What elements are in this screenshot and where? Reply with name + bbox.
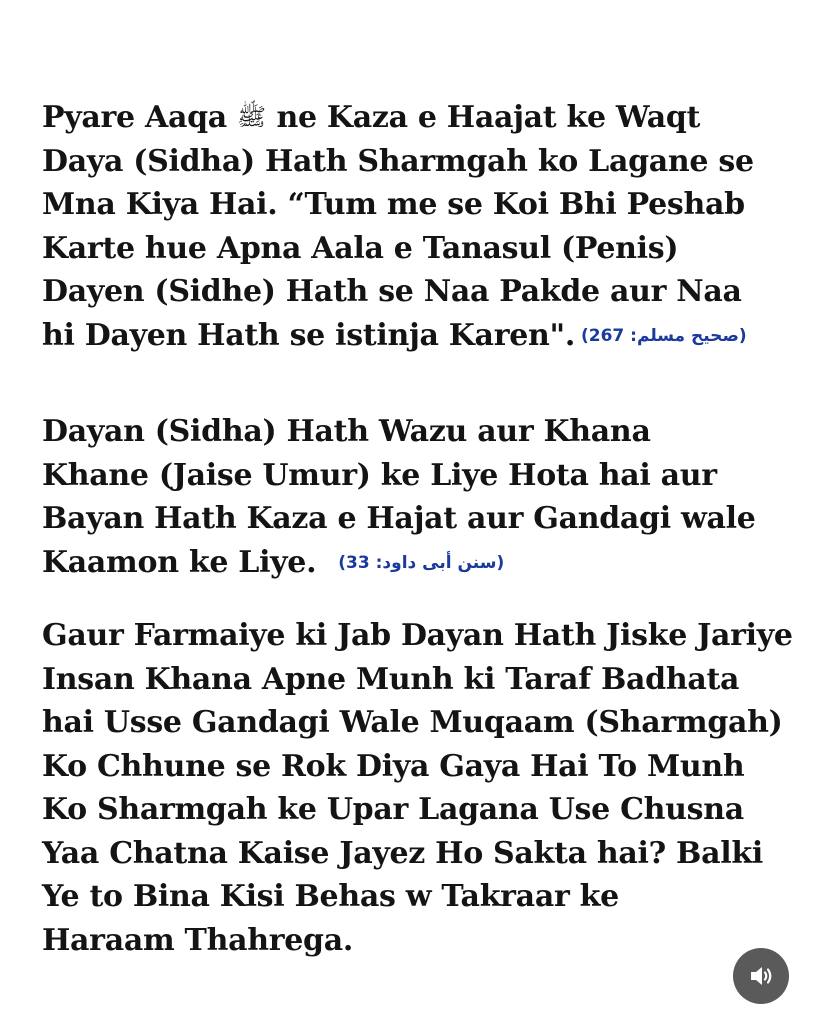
- honorific-symbol: ﷺ: [237, 103, 267, 131]
- text-line: Mna Kiya Hai. “Tum me se Koi Bhi Peshab: [42, 187, 745, 222]
- text-segment: Kaamon ke Liye.: [42, 544, 317, 580]
- text-line: Gaur Farmaiye ki Jab Dayan Hath Jiske Jariye: [42, 618, 793, 653]
- text-line: [42, 96, 754, 140]
- text-line: hai Usse Gandagi Wale Muqaam (Sharmgah): [42, 705, 783, 740]
- text-line: Dayen (Sidhe) Hath se Naa Pakde aur Naa: [42, 274, 742, 309]
- paragraph-1: [42, 96, 754, 358]
- text-line: Insan Khana Apne Munh ki Taraf Badhata: [42, 661, 740, 697]
- text-line: Khane (Jaise Umur) ke Liye Hota hai aur: [42, 457, 717, 493]
- text-line: Ko Chhune se Rok Diya Gaya Hai To Munh: [42, 748, 745, 784]
- text-line: Bayan Hath Kaza e Hajat aur Gandagi wale: [42, 501, 756, 536]
- paragraph-2: [42, 410, 756, 585]
- text-line: [42, 541, 756, 586]
- paragraph-3: [42, 614, 793, 962]
- text-line: Ye to Bina Kisi Behas w Takraar ke: [42, 879, 619, 914]
- text-line: Dayan (Sidha) Hath Wazu aur Khana: [42, 414, 651, 449]
- text-line: Daya (Sidha) Hath Sharmgah ko Lagane se: [42, 143, 754, 179]
- text-line: Ko Sharmgah ke Upar Lagana Use Chusna: [42, 792, 744, 827]
- audio-toggle-button[interactable]: [733, 948, 789, 1004]
- citation-sahih-muslim: (صحيح مسلم: 267): [580, 325, 747, 346]
- speaker-icon: [748, 964, 774, 988]
- text-segment: hi Dayen Hath se istinja Karen".: [42, 317, 575, 353]
- text-line: Yaa Chatna Kaise Jayez Ho Sakta hai? Balki: [42, 835, 763, 871]
- text-segment: ne Kaza e Haajat ke Waqt: [266, 100, 701, 135]
- text-segment: Pyare Aaqa: [42, 100, 238, 135]
- text-line: Karte hue Apna Aala e Tanasul (Penis): [42, 230, 679, 266]
- text-line: [42, 314, 754, 359]
- text-line: Haraam Thahrega.: [42, 922, 353, 958]
- citation-sunan-abi-dawud: (سنن أبى داود: 33): [338, 552, 505, 573]
